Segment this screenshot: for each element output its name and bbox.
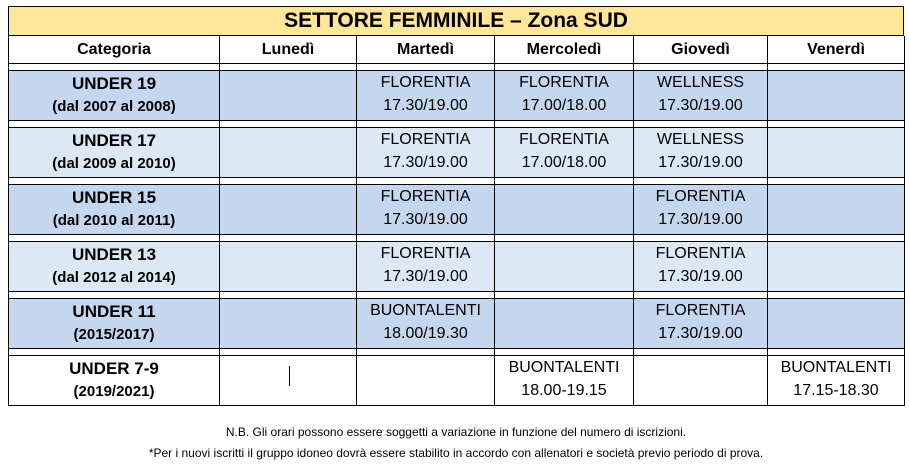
schedule-cell-lunedi: [220, 128, 357, 178]
schedule-cell-mercoledi: [495, 185, 634, 235]
table-row: [9, 185, 905, 235]
category-cell: [9, 128, 220, 178]
spacer-cell: [634, 349, 768, 356]
category-name: UNDER 13: [71, 245, 157, 264]
spacer-cell: [357, 349, 495, 356]
category-name: UNDER 15: [71, 188, 157, 207]
row-spacer: [9, 292, 905, 299]
spacer-cell: [9, 178, 220, 185]
table-row: [9, 128, 905, 178]
spacer-cell: [768, 64, 905, 71]
spacer-cell: [634, 121, 768, 128]
schedule-table: [8, 36, 905, 406]
category-name: UNDER 7-9: [69, 359, 159, 378]
venue-name: FLORENTIA: [655, 188, 746, 205]
header-row: [9, 36, 905, 64]
schedule-cell-martedi: [357, 128, 495, 178]
column-header-categoria: Categoria: [9, 36, 220, 64]
row-spacer: [9, 235, 905, 242]
category-name: UNDER 11: [72, 302, 156, 321]
spacer-cell: [220, 235, 357, 242]
venue-name: WELLNESS: [656, 131, 745, 148]
category-years: (2019/2021): [73, 383, 155, 400]
note-variations: N.B. Gli orari possono essere soggetti a variazione in funzione del numero di iscrizioni.: [225, 425, 687, 439]
time-slot: 17.00/18.00: [521, 154, 607, 171]
schedule-cell-venerdi: [768, 185, 905, 235]
spacer-cell: [357, 121, 495, 128]
row-spacer: [9, 121, 905, 128]
time-slot: 17.30/19.00: [658, 97, 743, 114]
venue-name: FLORENTIA: [655, 245, 746, 262]
time-slot: 17.00/18.00: [521, 97, 607, 114]
time-slot: 17.30/19.00: [383, 268, 468, 285]
note-new-members: *Per i nuovi iscritti il gruppo idoneo dovrà essere stabilito in accordo con allenatori e società previo periodo di prova.: [148, 446, 764, 460]
venue-name: FLORENTIA: [380, 74, 471, 91]
table-row: [9, 356, 905, 406]
spacer-cell: [495, 178, 634, 185]
spacer-cell: [9, 349, 220, 356]
spacer-cell: [495, 235, 634, 242]
row-spacer: [9, 349, 905, 356]
schedule-cell-lunedi: [220, 299, 357, 349]
spacer-cell: [220, 178, 357, 185]
schedule-cell-martedi: [357, 185, 495, 235]
schedule-cell-mercoledi: [495, 299, 634, 349]
category-years: (dal 2012 al 2014): [52, 269, 176, 286]
category-cell: [9, 71, 220, 121]
spacer-cell: [495, 349, 634, 356]
column-header-lunedi: Lunedì: [220, 36, 357, 64]
spacer-cell: [634, 178, 768, 185]
schedule-cell-venerdi: [768, 299, 905, 349]
schedule-cell-giovedi: [634, 299, 768, 349]
schedule-cell-mercoledi: [495, 128, 634, 178]
category-name: UNDER 17: [71, 131, 157, 150]
schedule-cell-martedi: [357, 356, 495, 406]
spacer-cell: [9, 121, 220, 128]
time-slot: 17.15-18.30: [793, 382, 879, 399]
schedule-cell-giovedi: [634, 242, 768, 292]
spacer-cell: [768, 349, 905, 356]
spacer-cell: [220, 64, 357, 71]
schedule-cell-lunedi: [220, 242, 357, 292]
table-row: [9, 242, 905, 292]
column-header-giovedi: Giovedì: [634, 36, 768, 64]
spacer-cell: [495, 64, 634, 71]
spacer-cell: [634, 64, 768, 71]
schedule-cell-giovedi: [634, 356, 768, 406]
spacer-cell: [634, 292, 768, 299]
venue-name: FLORENTIA: [655, 302, 746, 319]
venue-name: FLORENTIA: [380, 245, 471, 262]
time-slot: 17.30/19.00: [383, 97, 468, 114]
schedule-cell-martedi: [357, 242, 495, 292]
time-slot: 17.30/19.00: [383, 154, 468, 171]
schedule-cell-mercoledi: [495, 356, 634, 406]
category-cell: [9, 242, 220, 292]
spacer-cell: [9, 235, 220, 242]
spacer-cell: [495, 292, 634, 299]
schedule-cell-venerdi: [768, 128, 905, 178]
time-slot: 18.00/19.30: [383, 325, 468, 342]
schedule-cell-venerdi: [768, 356, 905, 406]
table-row: [9, 299, 905, 349]
spacer-cell: [768, 235, 905, 242]
row-spacer: [9, 64, 905, 71]
column-header-mercoledi: Mercoledì: [495, 36, 634, 64]
venue-name: BUONTALENTI: [370, 302, 481, 319]
venue-name: WELLNESS: [656, 74, 745, 91]
table-row: [9, 71, 905, 121]
spacer-cell: [768, 121, 905, 128]
category-years: (dal 2009 al 2010): [52, 155, 176, 172]
spacer-cell: [634, 235, 768, 242]
spacer-cell: [220, 121, 357, 128]
schedule-sheet: [8, 6, 904, 406]
spacer-cell: [220, 292, 357, 299]
spacer-cell: [220, 349, 357, 356]
spacer-cell: [357, 235, 495, 242]
schedule-cell-martedi: [357, 299, 495, 349]
spacer-cell: [768, 292, 905, 299]
schedule-cell-mercoledi: [495, 71, 634, 121]
cell-divider-mark: [289, 366, 290, 386]
time-slot: 17.30/19.00: [383, 211, 468, 228]
schedule-cell-venerdi: [768, 242, 905, 292]
spacer-cell: [357, 178, 495, 185]
schedule-cell-mercoledi: [495, 242, 634, 292]
category-name: UNDER 19: [71, 74, 157, 93]
category-years: (dal 2010 al 2011): [52, 212, 176, 229]
spacer-cell: [357, 64, 495, 71]
schedule-cell-martedi: [357, 71, 495, 121]
category-cell: [9, 356, 220, 406]
category-cell: [9, 185, 220, 235]
spacer-cell: [9, 64, 220, 71]
spacer-cell: [9, 292, 220, 299]
schedule-cell-giovedi: [634, 128, 768, 178]
venue-name: BUONTALENTI: [508, 359, 620, 376]
category-cell: [9, 299, 220, 349]
time-slot: 18.00-19.15: [521, 382, 607, 399]
venue-name: BUONTALENTI: [780, 359, 892, 376]
time-slot: 17.30/19.00: [658, 154, 743, 171]
schedule-cell-lunedi: [220, 71, 357, 121]
spacer-cell: [495, 121, 634, 128]
category-years: (2015/2017): [73, 326, 155, 343]
time-slot: 17.30/19.00: [658, 325, 743, 342]
schedule-cell-venerdi: [768, 71, 905, 121]
venue-name: FLORENTIA: [380, 131, 471, 148]
time-slot: 17.30/19.00: [658, 211, 743, 228]
venue-name: FLORENTIA: [519, 131, 609, 148]
spacer-cell: [768, 178, 905, 185]
schedule-cell-giovedi: [634, 71, 768, 121]
venue-name: FLORENTIA: [380, 188, 471, 205]
column-header-venerdi: Venerdì: [768, 36, 905, 64]
venue-name: FLORENTIA: [519, 74, 609, 91]
row-spacer: [9, 178, 905, 185]
column-header-martedi: Martedì: [357, 36, 495, 64]
spacer-cell: [357, 292, 495, 299]
schedule-cell-lunedi: [220, 185, 357, 235]
page-title: SETTORE FEMMINILE – Zona SUD: [8, 6, 904, 36]
time-slot: 17.30/19.00: [658, 268, 743, 285]
category-years: (dal 2007 al 2008): [52, 98, 176, 115]
schedule-cell-lunedi: [220, 356, 357, 406]
schedule-cell-giovedi: [634, 185, 768, 235]
